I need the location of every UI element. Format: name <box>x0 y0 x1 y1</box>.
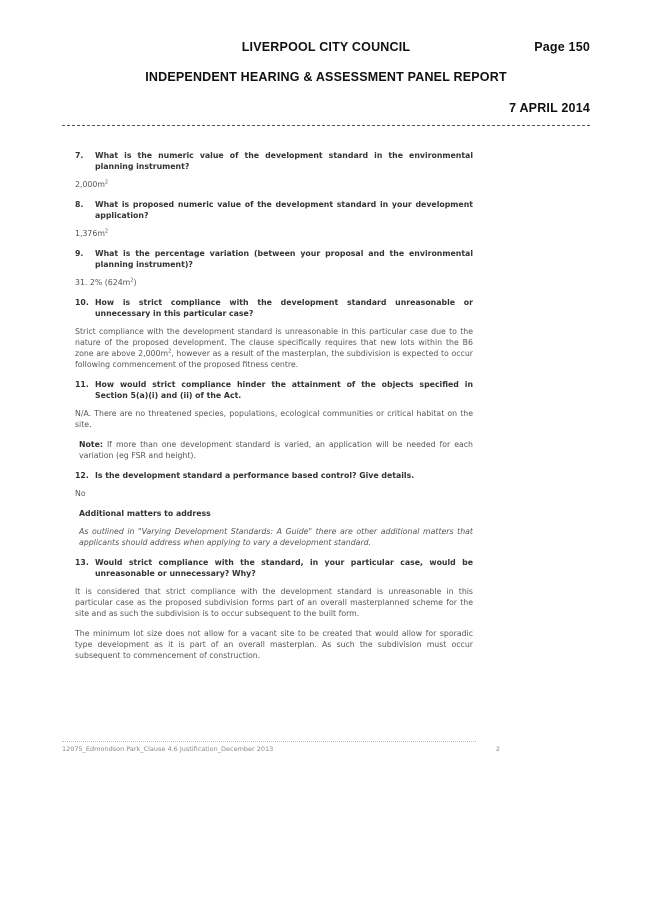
answer-10 <box>75 326 473 370</box>
question-number: 7. <box>75 151 84 160</box>
council-name: LIVERPOOL CITY COUNCIL <box>241 40 411 54</box>
answer-8 <box>75 228 473 239</box>
question-text: What is proposed numeric value of the development standard in your development application? <box>95 200 473 220</box>
question-text: Would strict compliance with the standard, in your particular case, would be unreasonable or unnecessary? Why? <box>95 558 473 578</box>
footer-divider <box>62 741 476 742</box>
question-number: 11. <box>75 380 89 389</box>
question-8 <box>75 199 473 221</box>
footer-filename: 12075_Edmondson Park_Clause 4.6 Justification_December 2013 <box>62 745 274 753</box>
question-text: How is strict compliance with the development standard unreasonable or unnecessary in this particular case? <box>95 298 473 318</box>
report-title: INDEPENDENT HEARING & ASSESSMENT PANEL REPORT <box>145 70 507 84</box>
additional-matters-text: As outlined in "Varying Development Standards: A Guide" there are other additional matters that applicants should address when applying to vary a development standard. <box>79 527 473 547</box>
question-13 <box>75 557 473 579</box>
answer-text: 31. 2% (624m <box>75 278 131 287</box>
question-number: 13. <box>75 558 89 567</box>
page-number: Page 150 <box>534 40 590 54</box>
document-footer <box>62 745 500 753</box>
answer-7 <box>75 179 473 190</box>
question-text: How would strict compliance hinder the attainment of the objects specified in Section 5(a)(i) and (ii) of the Act. <box>95 380 473 400</box>
answer-text: 1,376m <box>75 229 105 238</box>
note-label: Note: <box>79 440 104 449</box>
question-12 <box>75 470 473 481</box>
answer-text: 2,000m <box>75 180 105 189</box>
answer-text: ) <box>133 278 137 287</box>
question-7 <box>75 150 473 172</box>
answer-12: No <box>75 489 86 498</box>
header-divider <box>62 125 590 126</box>
answer-13-paragraph-1: It is considered that strict compliance with the development standard is unreasonable in this particular case as the proposed subdivision forms part of an overall masterplanned scheme for the site and as such the subdivision is to occur subsequent to the built form. <box>75 587 473 618</box>
question-number: 9. <box>75 249 84 258</box>
note-text: If more than one development standard is varied, an application will be needed for each variation (eg FSR and height). <box>79 440 473 460</box>
footer-page-number: 2 <box>495 745 500 753</box>
question-text: Is the development standard a performance based control? Give details. <box>95 471 415 480</box>
report-date: 7 APRIL 2014 <box>509 101 590 115</box>
question-number: 12. <box>75 471 89 480</box>
document-body <box>75 150 473 670</box>
question-9 <box>75 248 473 270</box>
question-10 <box>75 297 473 319</box>
note-paragraph <box>79 439 473 461</box>
question-11 <box>75 379 473 401</box>
answer-text: Strict compliance with the development standard is unreasonable in this particular case due to the nature of the proposed development. The clause specifically requires that new lots within the B6 zone are above 2,000m <box>75 327 473 358</box>
superscript: 2 <box>104 228 109 235</box>
answer-13-paragraph-2: The minimum lot size does not allow for a vacant site to be created that would allow for sporadic type development as it is part of an overall masterplan. As such the subdivision must occur subsequent to commencement of construction. <box>75 629 473 660</box>
superscript: 2 <box>104 179 109 186</box>
superscript: 2 <box>130 277 134 284</box>
answer-text: , however as a result of the masterplan, the subdivision is expected to occur following commencement of the proposed fitness centre. <box>75 349 473 369</box>
additional-matters-heading: Additional matters to address <box>79 509 211 518</box>
answer-9 <box>75 277 473 288</box>
question-text: What is the numeric value of the development standard in the environmental planning instrument? <box>95 151 473 171</box>
superscript: 2 <box>168 348 172 355</box>
question-text: What is the percentage variation (between your proposal and the environmental planning instrument)? <box>95 249 473 269</box>
answer-11: N/A. There are no threatened species, populations, ecological communities or critical habitat on the site. <box>75 409 473 429</box>
question-number: 10. <box>75 298 89 307</box>
question-number: 8. <box>75 200 84 209</box>
